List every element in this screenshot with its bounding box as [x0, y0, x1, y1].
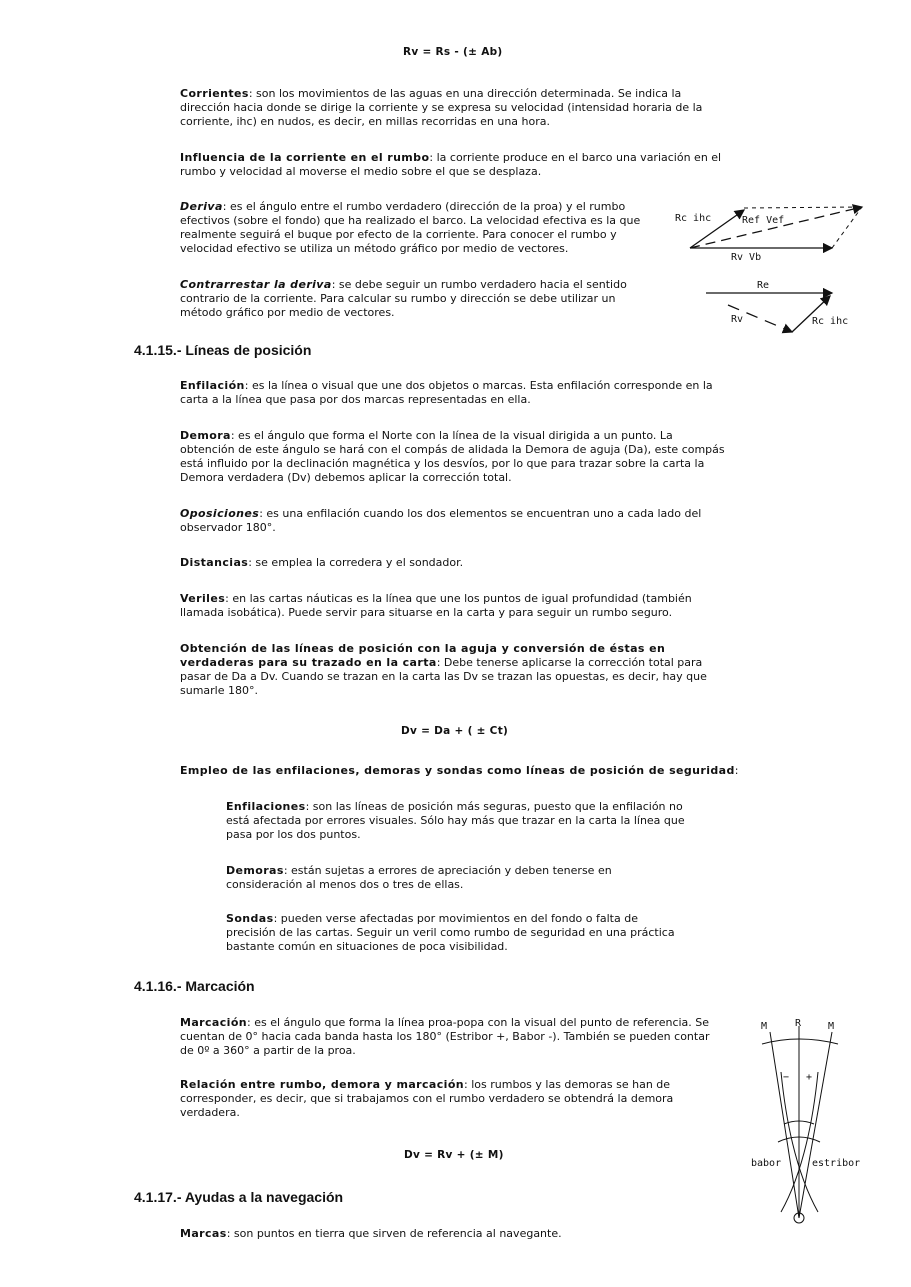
paragraph-marcacion	[180, 1016, 725, 1058]
text-deriva: : es el ángulo entre el rumbo verdadero (dirección de la proa) y el rumbo efectivos (sobre el fondo) que ha realizado el barco. La velocidad efectiva es la que realmente seguirá el buque por efecto de la corriente. Para conocer el rumbo y velocidad efectivo se utiliza un método gráfico por medio de vectores.	[180, 200, 641, 255]
text-influencia: : la corriente produce en el barco una variación en el rumbo y velocidad al moverse el medio sobre el que se desplaza.	[180, 151, 722, 178]
term-distancias: Distancias	[180, 556, 249, 569]
formula-rv-rs: Rv = Rs - (± Ab)	[403, 46, 503, 58]
term-oposiciones: Oposiciones	[180, 507, 260, 520]
term-contrarrestar: Contrarrestar la deriva	[180, 278, 332, 291]
term-demoras: Demoras	[226, 864, 284, 877]
term-empleo: Empleo de las enfilaciones, demoras y sondas como líneas de posición de seguridad	[180, 764, 735, 777]
label-estribor: estribor	[812, 1158, 861, 1169]
formula-dv-rv: Dv = Rv + (± M)	[404, 1149, 504, 1161]
text-oposiciones: : es una enfilación cuando los dos elementos se encuentran uno a cada lado del observador 180°.	[180, 507, 702, 534]
heading-ayudas-navegacion: 4.1.17.- Ayudas a la navegación	[134, 1189, 344, 1205]
paragraph-sondas	[226, 912, 686, 954]
label-r: R	[795, 1018, 802, 1029]
text-sondas: : pueden verse afectadas por movimientos en del fondo o falta de precisión de las cartas. Seguir un veril como rumbo de seguridad en una práctica bastante común en situaciones de poca visibilidad.	[226, 912, 675, 953]
contrarrestar-vector-diagram	[700, 276, 865, 338]
text-contrarrestar: : se debe seguir un rumbo verdadero hacia el sentido contrario de la corriente. Para calcular su rumbo y dirección se debe utilizar un método gráfico por medio de vectores.	[180, 278, 627, 319]
paragraph-enfilaciones	[226, 800, 686, 842]
paragraph-marcas	[180, 1227, 728, 1241]
m-left-line	[770, 1032, 799, 1218]
term-relacion: Relación entre rumbo, demora y marcación	[180, 1078, 465, 1091]
label-minus: −	[783, 1072, 790, 1083]
paragraph-corrientes	[180, 87, 728, 129]
label-rv-vb: Rv Vb	[731, 252, 762, 263]
term-deriva: Deriva	[180, 200, 223, 213]
deriva-vector-diagram	[672, 200, 867, 265]
paragraph-demoras	[226, 864, 686, 892]
text-marcas: : son puntos en tierra que sirven de referencia al navegante.	[226, 1227, 562, 1240]
term-sondas: Sondas	[226, 912, 274, 925]
label-plus: +	[806, 1072, 813, 1083]
paragraph-veriles	[180, 592, 728, 620]
label-rc-ihc: Rc ihc	[675, 213, 712, 224]
formula-dv-da: Dv = Da + ( ± Ct)	[401, 725, 509, 737]
paragraph-demora	[180, 429, 728, 485]
parallelogram-top	[744, 207, 862, 208]
text-enfilaciones: : son las líneas de posición más seguras, puesto que la enfilación no está afectada por errores visuales. Sólo hay más que trazar en la carta la línea que pasa por los dos puntos.	[226, 800, 685, 841]
label-re: Re	[757, 280, 770, 291]
paragraph-oposiciones	[180, 507, 728, 535]
label-m-right: M	[828, 1021, 835, 1032]
term-obtencion: Obtención de las líneas de posición con la aguja y conversión de éstas en verdaderas para su trazado en la carta	[180, 642, 666, 669]
label-rv: Rv	[731, 314, 744, 325]
term-demora: Demora	[180, 429, 231, 442]
paragraph-distancias	[180, 556, 728, 570]
term-enfilacion: Enfilación	[180, 379, 245, 392]
term-marcacion: Marcación	[180, 1016, 248, 1029]
label-m-left: M	[761, 1021, 768, 1032]
text-distancias: : se emplea la corredera y el sondador.	[248, 556, 464, 569]
text-demoras: : están sujetas a errores de apreciación y deben tenerse en consideración al menos dos o tres de ellas.	[226, 864, 612, 891]
text-veriles: : en las cartas náuticas es la línea que une los puntos de igual profundidad (también llamada isobática). Puede servir para situarse en la carta y para seguir un rumbo seguro.	[180, 592, 692, 619]
label-ref-vef: Ref Vef	[742, 215, 785, 226]
text-enfilacion: : es la línea o visual que une dos objetos o marcas. Esta enfilación corresponde en la carta a la línea que pasa por dos marcas representadas en ella.	[180, 379, 713, 406]
term-corrientes: Corrientes	[180, 87, 249, 100]
paragraph-enfilacion	[180, 379, 728, 407]
term-influencia: Influencia de la corriente en el rumbo	[180, 151, 430, 164]
paragraph-contrarrestar	[180, 278, 650, 320]
m-right-line	[799, 1032, 832, 1218]
text-demora: : es el ángulo que forma el Norte con la línea de la visual dirigida a un punto. La obtención de este ángulo se hará con el compás de alidada la Demora de aguja (Da), este compás está influido por la declinación magnética y los desvíos, por lo que para trazar sobre la carta la Demora verdadera (Dv) debemos aplicar la corrección total.	[180, 429, 725, 484]
paragraph-empleo	[180, 764, 740, 778]
paragraph-obtencion	[180, 642, 732, 698]
text-empleo: :	[734, 764, 739, 777]
paragraph-deriva	[180, 200, 665, 256]
heading-marcacion: 4.1.16.- Marcación	[134, 978, 255, 994]
marcacion-diagram	[748, 1012, 864, 1232]
text-obtencion: : Debe tenerse aplicarse la corrección total para pasar de Da a Dv. Cuando se trazan en la carta las Dv se trazan las opuestas, es decir, hay que sumarle 180°.	[180, 656, 707, 697]
text-corrientes: : son los movimientos de las aguas en una dirección determinada. Se indica la dirección hacia donde se dirige la corriente y se expresa su velocidad (intensidad horaria de la corriente, ihc) en nudos, es decir, en millas recorridas en una hora.	[180, 87, 703, 128]
text-relacion: : los rumbos y las demoras se han de corresponder, es decir, que si trabajamos con el rumbo verdadero se obtendrá la demora verdadera.	[180, 1078, 674, 1119]
label-babor: babor	[751, 1158, 782, 1169]
term-enfilaciones: Enfilaciones	[226, 800, 306, 813]
term-marcas: Marcas	[180, 1227, 227, 1240]
text-marcacion: : es el ángulo que forma la línea proa-popa con la visual del punto de referencia. Se cuentan de 0° hacia cada banda hasta los 180° (Estribor +, Babor -). También se pueden contar de 0º a 360° a partir de la proa.	[180, 1016, 710, 1057]
term-veriles: Veriles	[180, 592, 226, 605]
top-arc	[762, 1039, 838, 1044]
heading-lineas-posicion: 4.1.15.- Líneas de posición	[134, 342, 312, 358]
label-rc-ihc-2: Rc ihc	[812, 316, 849, 327]
ref-vector	[690, 207, 862, 248]
paragraph-influencia	[180, 151, 728, 179]
paragraph-relacion	[180, 1078, 725, 1120]
